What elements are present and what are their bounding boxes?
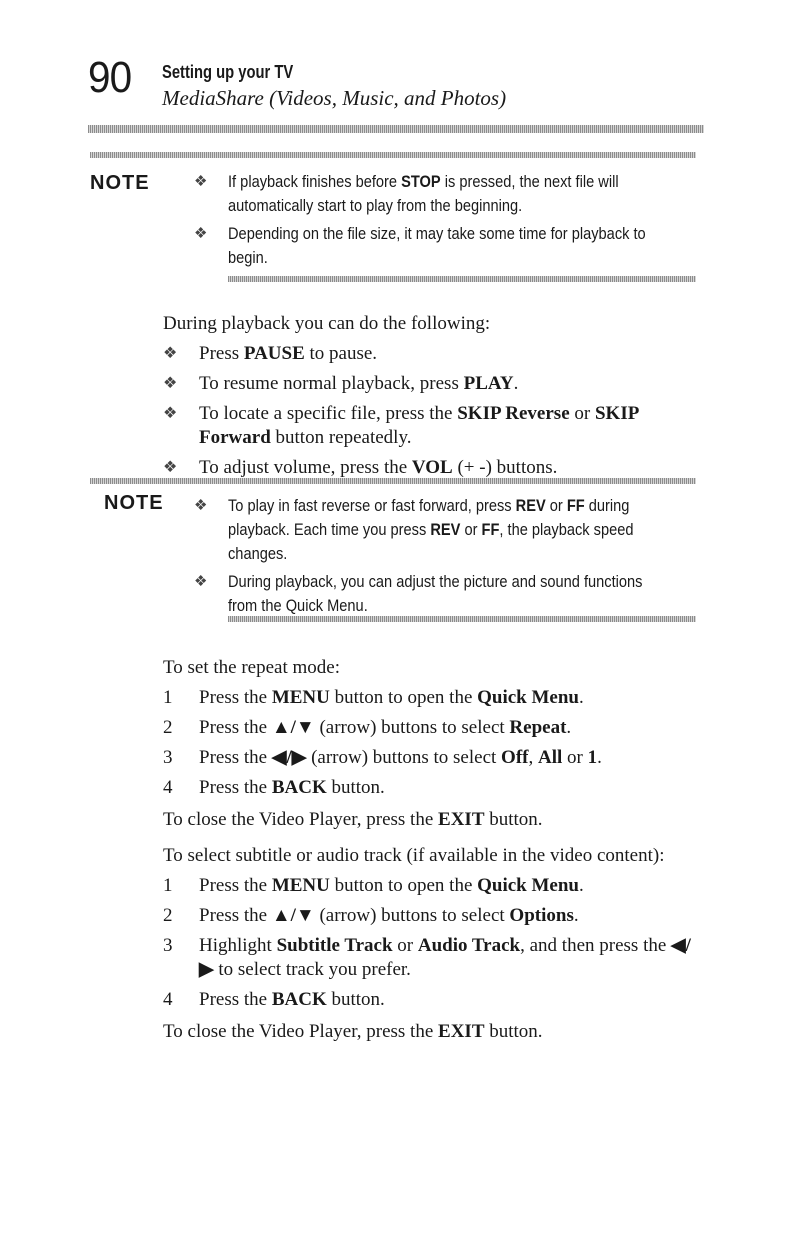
bold-term: SKIP Forward — [199, 403, 639, 448]
note1-list — [194, 170, 714, 274]
text-run: To locate a specific file, press the — [199, 403, 458, 424]
text-run: (arrow) buttons to select — [314, 905, 510, 926]
text-run: To resume normal playback, press — [199, 373, 464, 394]
diamond-bullet-icon: ❖ — [194, 173, 208, 190]
step-text — [199, 989, 385, 1010]
bold-term: ▲/▼ — [271, 717, 315, 738]
note-item — [194, 222, 714, 270]
step-number: 1 — [163, 687, 173, 708]
bold-term: Quick Menu — [477, 875, 579, 896]
step-item — [163, 988, 703, 1012]
text-run: To close the Video Player, press the — [163, 1021, 439, 1042]
subtitle-close — [163, 1020, 703, 1044]
text-run: Press the — [199, 905, 272, 926]
step-number: 3 — [163, 747, 173, 768]
text-run: Press the — [199, 717, 272, 738]
step-number: 3 — [163, 935, 173, 956]
bold-term: EXIT — [438, 1021, 485, 1042]
bold-term: EXIT — [438, 809, 485, 830]
item-text — [228, 570, 658, 618]
bold-term: 1 — [587, 747, 598, 768]
text-run: . — [579, 687, 584, 708]
bold-term: FF — [481, 520, 500, 539]
note1-bottom-rule — [228, 276, 696, 282]
subtitle-steps — [163, 874, 703, 1018]
text-run: To adjust volume, press the — [199, 457, 412, 478]
bold-term: Audio Track — [417, 935, 521, 956]
item-text — [199, 343, 377, 364]
text-run: Press the — [199, 777, 272, 798]
text-run: or — [460, 520, 482, 539]
note1-top-rule — [90, 152, 696, 158]
text-run: . — [573, 905, 579, 926]
step-text — [199, 777, 385, 798]
step-item — [163, 874, 703, 898]
bold-term: FF — [566, 496, 585, 515]
text-run: (arrow) buttons to select — [314, 717, 510, 738]
during-list — [163, 342, 703, 486]
step-item — [163, 904, 703, 928]
step-text — [199, 687, 584, 708]
bold-term: BACK — [271, 989, 327, 1010]
text-run: to pause. — [304, 343, 378, 364]
text-run: is pressed, the next file will automatically start to play from the beginning. — [228, 172, 619, 215]
bold-term: Quick Menu — [477, 687, 579, 708]
step-item — [163, 776, 703, 800]
bold-term: REV — [515, 496, 546, 515]
text-run: . — [579, 875, 584, 896]
repeat-close — [163, 808, 703, 832]
text-run: Depending on the file size, it may take some time for playback to begin. — [228, 224, 646, 267]
item-text — [199, 457, 557, 478]
item-text — [228, 222, 658, 270]
step-text — [199, 905, 579, 926]
header-subtitle: MediaShare (Videos, Music, and Photos) — [162, 86, 507, 110]
note2-list — [194, 494, 714, 622]
diamond-bullet-icon: ❖ — [194, 497, 208, 514]
text-run: or — [392, 935, 418, 956]
text-run: , and then press the — [520, 935, 672, 956]
step-number: 4 — [163, 989, 173, 1010]
bold-term: Repeat — [509, 717, 567, 738]
diamond-bullet-icon: ❖ — [163, 345, 178, 362]
note1-label: NOTE — [90, 172, 150, 194]
step-text — [199, 717, 571, 738]
item-text — [228, 494, 658, 566]
text-run: button to open the — [329, 875, 478, 896]
diamond-bullet-icon: ❖ — [163, 375, 178, 392]
text-run: button. — [484, 809, 543, 830]
item-text — [199, 373, 518, 394]
during-intro: During playback you can do the following: — [163, 313, 491, 334]
step-text — [199, 747, 602, 768]
diamond-bullet-icon: ❖ — [163, 405, 178, 422]
bold-term: PLAY — [463, 373, 514, 394]
repeat-steps — [163, 686, 703, 806]
step-text — [199, 875, 584, 896]
note2-label: NOTE — [104, 492, 164, 514]
list-item — [163, 456, 703, 480]
text-run: During playback, you can adjust the picture and sound functions from the Quick Menu. — [228, 572, 643, 615]
list-item — [163, 402, 703, 450]
text-run: or — [569, 403, 595, 424]
text-run: To play in fast reverse or fast forward, press — [228, 496, 516, 515]
list-item — [163, 372, 703, 396]
step-number: 2 — [163, 717, 173, 738]
step-item — [163, 746, 703, 770]
subtitle-intro: To select subtitle or audio track (if available in the video content): — [163, 845, 665, 866]
text-run: Highlight — [199, 935, 277, 956]
repeat-intro: To set the repeat mode: — [163, 657, 340, 678]
header-title: Setting up your TV — [162, 62, 294, 82]
diamond-bullet-icon: ❖ — [194, 573, 208, 590]
step-text — [199, 935, 691, 980]
text-run: Press the — [199, 875, 272, 896]
text-run: to select track you prefer. — [213, 959, 411, 980]
item-text — [199, 403, 638, 448]
bold-term: ◀/▶ — [271, 747, 307, 768]
bold-term: ◀/▶ — [199, 935, 691, 980]
bold-term: VOL — [411, 457, 453, 478]
header-rule — [88, 125, 704, 133]
step-number: 2 — [163, 905, 173, 926]
text-run: Press the — [199, 747, 272, 768]
bold-term: PAUSE — [243, 343, 305, 364]
diamond-bullet-icon: ❖ — [194, 225, 208, 242]
step-number: 4 — [163, 777, 173, 798]
bold-term: MENU — [271, 687, 330, 708]
text-run: during playback. Each time you press — [228, 496, 630, 539]
text-run: (+ -) buttons. — [452, 457, 558, 478]
bold-term: SKIP Reverse — [457, 403, 570, 424]
item-text — [228, 170, 658, 218]
text-run: button. — [484, 1021, 543, 1042]
text-run: or — [562, 747, 588, 768]
text-run: , — [528, 747, 538, 768]
text-run: , the playback speed changes. — [228, 520, 634, 563]
note-item — [194, 570, 714, 618]
text-run: button repeatedly. — [270, 427, 412, 448]
step-item — [163, 716, 703, 740]
text-run: button. — [326, 989, 385, 1010]
text-run: To close the Video Player, press the — [163, 809, 439, 830]
bold-term: Options — [509, 905, 574, 926]
bold-term: All — [537, 747, 563, 768]
text-run: . — [597, 747, 602, 768]
note2-top-rule — [90, 478, 696, 484]
bold-term: REV — [430, 520, 461, 539]
bold-term: BACK — [271, 777, 327, 798]
bold-term: STOP — [401, 172, 441, 191]
text-run: button to open the — [329, 687, 478, 708]
text-run: . — [513, 373, 519, 394]
bold-term: Off — [501, 747, 529, 768]
step-number: 1 — [163, 875, 173, 896]
text-run: . — [566, 717, 572, 738]
text-run: Press the — [199, 989, 272, 1010]
text-run: Press the — [199, 687, 272, 708]
bold-term: Subtitle Track — [276, 935, 393, 956]
page-number: 90 — [88, 53, 132, 102]
diamond-bullet-icon: ❖ — [163, 459, 178, 476]
text-run: button. — [326, 777, 385, 798]
text-run: Press — [199, 343, 244, 364]
text-run: If playback finishes before — [228, 172, 402, 191]
note-item — [194, 170, 714, 218]
text-run: or — [545, 496, 567, 515]
bold-term: ▲/▼ — [271, 905, 315, 926]
text-run: (arrow) buttons to select — [306, 747, 502, 768]
list-item — [163, 342, 703, 366]
step-item — [163, 934, 703, 982]
step-item — [163, 686, 703, 710]
bold-term: MENU — [271, 875, 330, 896]
note-item — [194, 494, 714, 566]
note2-bottom-rule — [228, 616, 696, 622]
